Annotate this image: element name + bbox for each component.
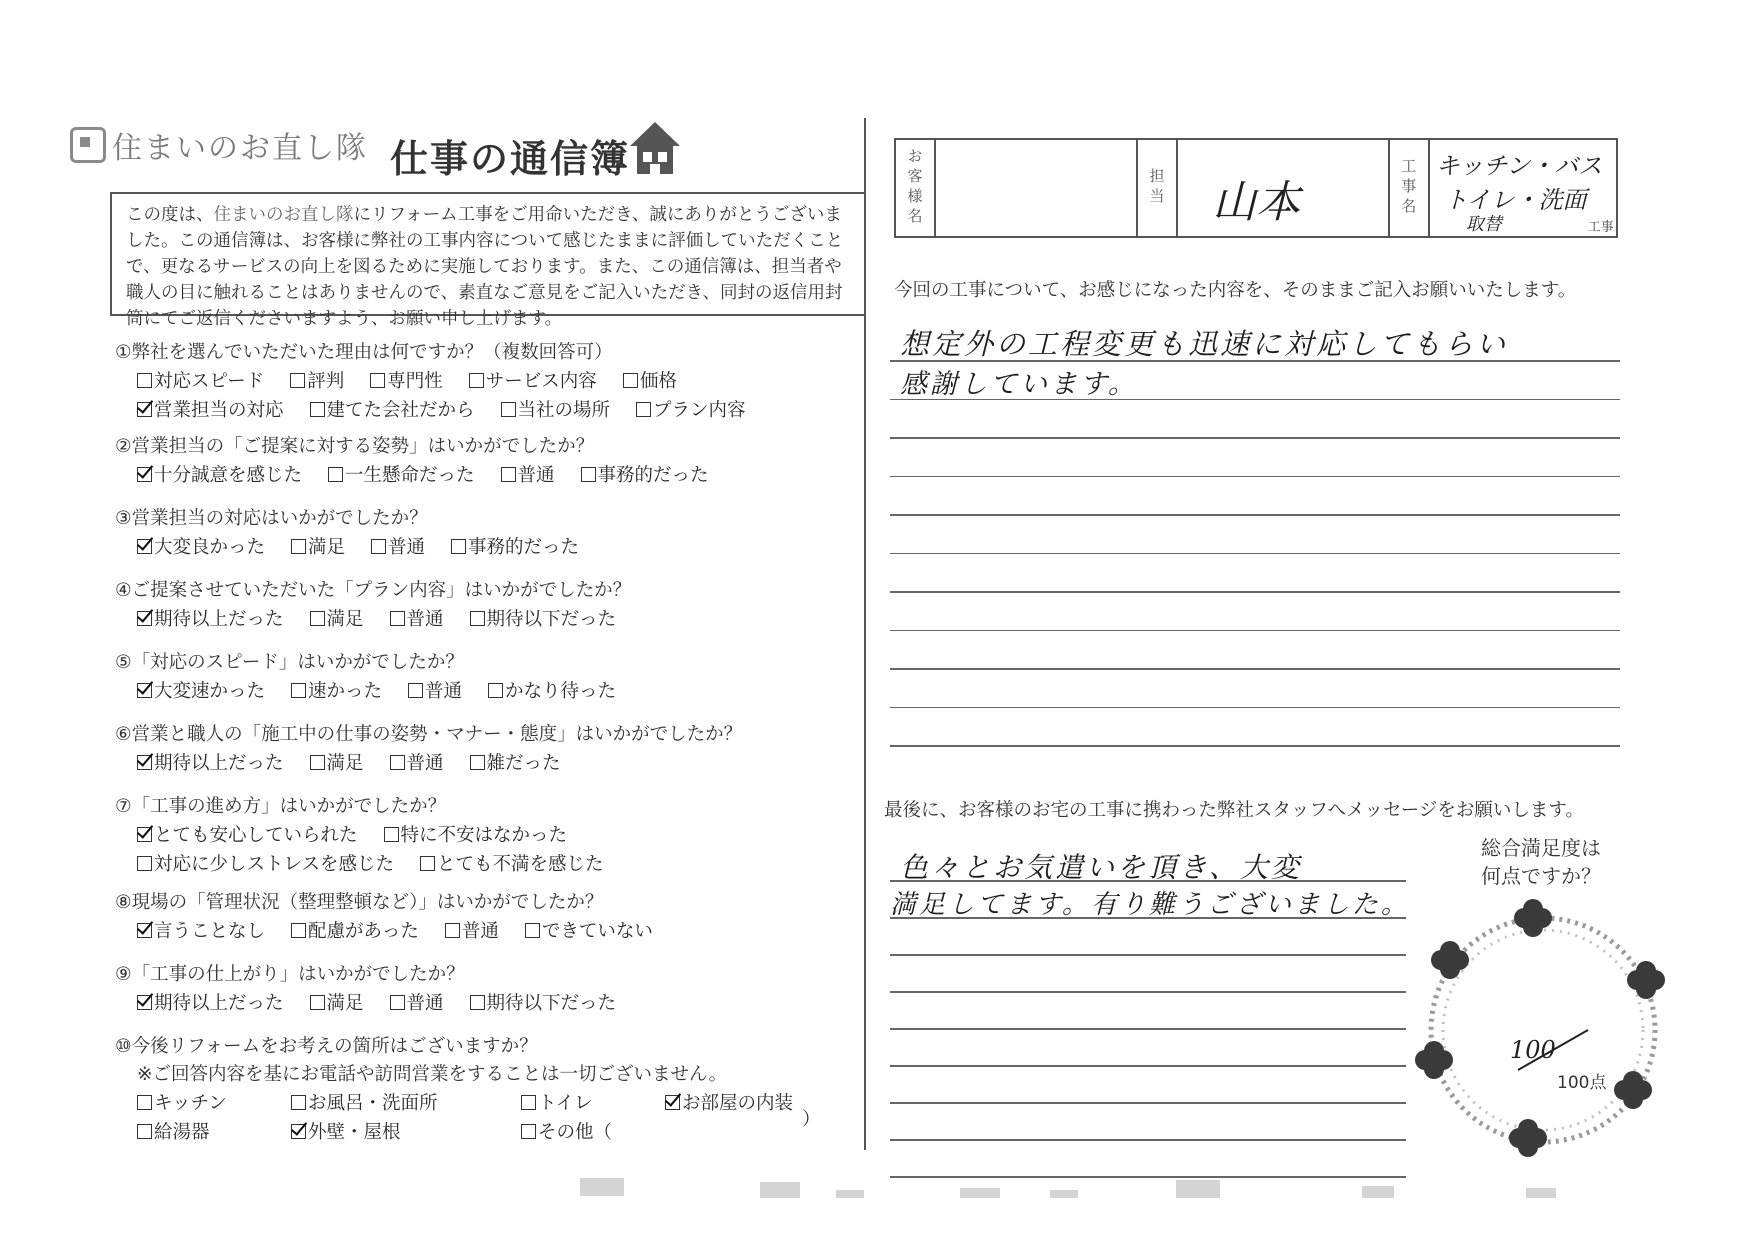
option-item: [521, 1089, 639, 1115]
checkbox-checked[interactable]: [137, 827, 152, 842]
ruled-line: [890, 707, 1620, 709]
question-9: [115, 960, 835, 1015]
option-item: [310, 605, 364, 631]
option-label: 普通: [406, 753, 444, 774]
option-label: 十分誠意を感じた: [154, 465, 303, 486]
option-item: [445, 917, 499, 943]
checkbox[interactable]: [445, 923, 460, 938]
option-label: 大変速かった: [154, 681, 266, 702]
question-title: ①弊社を選んでいただいた理由は何ですか？（複数回答可）: [115, 342, 613, 363]
checkbox-checked[interactable]: [665, 1095, 680, 1110]
option-label: 一生懸命だった: [345, 465, 475, 486]
option-label: 建てた会社だから: [326, 400, 475, 421]
ruled-line: [890, 668, 1620, 670]
option-label: キッチン: [154, 1093, 227, 1114]
option-item: [469, 367, 597, 393]
option-label: トイレ: [538, 1093, 593, 1114]
option-item: [137, 989, 284, 1015]
option-label: できていない: [541, 921, 653, 942]
checkbox[interactable]: [501, 402, 516, 417]
option-item: [137, 533, 265, 559]
option-item: [470, 989, 617, 1015]
question-title: ⑧現場の「管理状況（整理整頓など）」はいかがでしたか？: [115, 892, 604, 913]
checkbox[interactable]: [310, 611, 325, 626]
option-label: お風呂・洗面所: [308, 1093, 438, 1114]
option-label: 期待以上だった: [154, 609, 284, 630]
option-item: [137, 917, 265, 943]
option-label: 営業担当の対応: [154, 400, 284, 421]
option-row: [137, 749, 835, 775]
question-10: [115, 1032, 835, 1144]
checkbox[interactable]: [420, 856, 435, 871]
staff-field[interactable]: [1178, 140, 1390, 236]
option-label: 普通: [461, 921, 499, 942]
option-label: サービス内容: [485, 371, 597, 392]
option-item: [137, 396, 284, 422]
work-value-3: 取替: [1465, 214, 1502, 235]
option-item: [371, 533, 425, 559]
checkbox-checked[interactable]: [137, 995, 152, 1010]
question-6: [115, 720, 835, 775]
option-item: [470, 749, 561, 775]
option-item: [328, 461, 475, 487]
option-label: 満足: [326, 753, 364, 774]
option-item: [291, 1118, 495, 1144]
option-label: 特に不安はなかった: [400, 825, 568, 846]
option-row: [137, 850, 835, 876]
comment1-line-1: 想定外の工程変更も迅速に対応してもらい: [900, 327, 1509, 361]
footer-decoration: [580, 1168, 1660, 1218]
option-label: 普通: [406, 993, 444, 1014]
ruled-line: [890, 954, 1406, 956]
checkbox[interactable]: [291, 539, 306, 554]
option-label: 期待以上だった: [154, 753, 284, 774]
option-label: 対応スピード: [154, 371, 265, 392]
score-max: 100点: [1557, 1073, 1607, 1093]
checkbox[interactable]: [370, 373, 385, 388]
checkbox[interactable]: [310, 755, 325, 770]
checkbox[interactable]: [291, 683, 306, 698]
question-title: ⑦「工事の進め方」はいかがでしたか？: [115, 796, 447, 817]
checkbox[interactable]: [525, 923, 540, 938]
customer-name-field[interactable]: [936, 140, 1138, 236]
option-row: [137, 821, 835, 847]
ruled-line: [890, 476, 1620, 478]
checkbox-checked[interactable]: [137, 683, 152, 698]
staff-label: 担当: [1138, 140, 1178, 236]
checkbox[interactable]: [291, 923, 306, 938]
work-name-field[interactable]: [1430, 140, 1616, 236]
question-note: ※ご回答内容を基にお電話や訪問営業をすることは一切ございません。: [137, 1064, 728, 1085]
comment1-prompt: 今回の工事について、お感じになった内容を、そのままご記入お願いいたします。: [894, 280, 1577, 301]
checkbox[interactable]: [137, 373, 152, 388]
checkbox[interactable]: [470, 611, 485, 626]
checkbox[interactable]: [501, 467, 516, 482]
ruled-line: [890, 1065, 1406, 1067]
checkbox-checked[interactable]: [137, 467, 152, 482]
checkbox[interactable]: [137, 1095, 152, 1110]
brand-logo-text: [70, 123, 368, 167]
question-title: ②営業担当の「ご提案に対する姿勢」はいかがでしたか？: [115, 436, 595, 457]
option-row: [137, 461, 835, 487]
option-row: [137, 677, 835, 703]
intro-text-1: この度は、: [126, 205, 214, 225]
ruled-line: [890, 437, 1620, 439]
checkbox[interactable]: [408, 683, 423, 698]
checkbox[interactable]: [521, 1124, 536, 1139]
checkbox[interactable]: [581, 467, 596, 482]
option-label: 満足: [308, 537, 346, 558]
wreath-decoration: [1398, 880, 1688, 1170]
option-item: [420, 850, 604, 876]
option-row: [137, 396, 835, 422]
option-item: [390, 605, 444, 631]
checkbox[interactable]: [371, 539, 386, 554]
option-item: [521, 1118, 612, 1144]
work-suffix: 工事: [1587, 220, 1614, 235]
checkbox-checked[interactable]: [137, 539, 152, 554]
option-label: 期待以上だった: [154, 993, 284, 1014]
other-close-paren: ）: [802, 1109, 821, 1130]
option-row: [137, 1118, 835, 1144]
checkbox[interactable]: [469, 373, 484, 388]
checkbox[interactable]: [328, 467, 343, 482]
option-row: [137, 533, 835, 559]
option-label: 普通: [406, 609, 444, 630]
option-label: かなり待った: [505, 681, 617, 702]
option-label: 大変良かった: [154, 537, 266, 558]
checkbox[interactable]: [137, 1124, 152, 1139]
checkbox[interactable]: [488, 683, 503, 698]
question-title: ④ご提案させていただいた「プラン内容」はいかがでしたか？: [115, 580, 632, 601]
option-item: [581, 461, 709, 487]
option-label: 外壁・屋根: [308, 1122, 401, 1143]
option-item: [370, 367, 443, 393]
option-label: 価格: [639, 371, 677, 392]
option-label: 給湯器: [154, 1122, 210, 1143]
option-item: [137, 749, 284, 775]
score-value: 100: [1510, 1036, 1556, 1064]
option-item: [501, 461, 555, 487]
option-row: [137, 1089, 835, 1115]
option-item: [137, 1118, 265, 1144]
option-label: とても不満を感じた: [436, 854, 604, 875]
checkbox[interactable]: [390, 995, 405, 1010]
ruled-line: [890, 1102, 1406, 1104]
option-item: [390, 989, 444, 1015]
option-item: [501, 396, 611, 422]
question-1: [115, 338, 835, 422]
question-5: [115, 648, 835, 703]
checkbox[interactable]: [310, 402, 325, 417]
option-label: 配慮があった: [308, 921, 419, 942]
checkbox[interactable]: [291, 1095, 306, 1110]
ruled-line: [890, 1028, 1406, 1030]
checkbox-checked[interactable]: [137, 755, 152, 770]
checkbox[interactable]: [521, 1095, 536, 1110]
option-item: [137, 850, 394, 876]
ruled-line: [890, 514, 1620, 516]
option-item: [665, 1089, 793, 1115]
option-item: [525, 917, 653, 943]
house-icon: [628, 120, 682, 176]
ruled-line: [890, 553, 1620, 555]
comment1-line-2: 感謝しています。: [900, 369, 1138, 400]
score-prompt-line-2: 何点ですか？: [1481, 864, 1601, 888]
option-label: 普通: [388, 537, 426, 558]
question-4: [115, 576, 835, 631]
option-item: [310, 749, 364, 775]
ruled-line: [890, 591, 1620, 593]
option-label: 普通: [425, 681, 463, 702]
option-item: [290, 367, 344, 393]
checkbox[interactable]: [290, 373, 305, 388]
work-value-1: キッチン・バス: [1435, 152, 1603, 180]
checkbox[interactable]: [623, 373, 638, 388]
question-title: ⑨「工事の仕上がり」はいかがでしたか？: [115, 964, 465, 985]
comment2-line-2: 満足してます。有り難うございました。: [890, 890, 1410, 920]
score-prompt-line-1: 総合満足度は: [1481, 836, 1601, 860]
option-label: 評判: [307, 371, 345, 392]
option-item: [384, 821, 568, 847]
option-row: [137, 367, 835, 393]
option-item: [623, 367, 677, 393]
option-item: [291, 1089, 495, 1115]
question-7: [115, 792, 835, 876]
checkbox[interactable]: [470, 755, 485, 770]
checkbox-checked[interactable]: [291, 1124, 306, 1139]
option-row: [137, 917, 835, 943]
question-title: ⑥営業と職人の「施工中の仕事の姿勢・マナー・態度」はいかがでしたか？: [115, 724, 743, 745]
option-item: [636, 396, 746, 422]
option-label: とても安心していられた: [154, 825, 358, 846]
checkbox[interactable]: [636, 402, 651, 417]
checkbox[interactable]: [390, 611, 405, 626]
option-row: [137, 989, 835, 1015]
intro-box: [110, 192, 866, 329]
option-label: 速かった: [308, 681, 383, 702]
work-name-label: 工事名: [1390, 140, 1430, 236]
question-3: [115, 504, 835, 559]
option-label: 期待以下だった: [486, 609, 617, 630]
document-title: 仕事の通信簿: [390, 137, 631, 181]
ruled-line: [890, 745, 1620, 747]
option-item: [408, 677, 462, 703]
customer-name-label: お客様名: [896, 140, 936, 236]
option-item: [291, 533, 345, 559]
option-item: [390, 749, 444, 775]
option-item: [488, 677, 616, 703]
question-title: ⑤「対応のスピード」はいかがでしたか？: [115, 652, 464, 673]
comment2-prompt: 最後に、お客様のお宅の工事に携わった弊社スタッフへメッセージをお願いします。: [884, 800, 1584, 821]
staff-value: 山本: [1211, 177, 1300, 228]
option-label: その他（: [538, 1122, 613, 1143]
checkbox-checked[interactable]: [137, 923, 152, 938]
option-label: 期待以下だった: [486, 993, 617, 1014]
checkbox[interactable]: [310, 995, 325, 1010]
ruled-line: [890, 1139, 1406, 1141]
checkbox-checked[interactable]: [137, 402, 152, 417]
intro-text-2: にリフォーム工事をご用命いただき、誠にありがとうございました。この通信簿は、お客様に弊社の工事内容について感じたままに評価していただくことで、更なるサービスの向上を図るために実施しております。また、この通信簿は、担当者や職人の目に触れることはありませんので、素直なご意見をご記入いただき、同封の返信用封筒にてご返信くださいますよう、お願い申し上げます。: [126, 205, 844, 329]
option-item: [291, 917, 419, 943]
ruled-line: [890, 991, 1406, 993]
brand-mark-icon: [70, 127, 106, 163]
checkbox[interactable]: [390, 755, 405, 770]
option-label: プラン内容: [653, 400, 746, 421]
option-item: [137, 605, 284, 631]
option-label: 当社の場所: [517, 400, 611, 421]
work-value-2: トイレ・洗面: [1443, 186, 1587, 214]
option-label: 雑だった: [486, 753, 561, 774]
checkbox[interactable]: [470, 995, 485, 1010]
option-label: 満足: [326, 993, 364, 1014]
info-table: [894, 138, 1618, 238]
question-title: ⑩今後リフォームをお考えの箇所はございますか？: [115, 1036, 538, 1057]
option-item: [310, 396, 475, 422]
question-8: [115, 888, 835, 943]
option-label: 満足: [326, 609, 364, 630]
option-label: お部屋の内装: [682, 1093, 794, 1114]
checkbox[interactable]: [451, 539, 466, 554]
option-item: [137, 461, 302, 487]
column-divider: [864, 118, 866, 1150]
option-label: 普通: [517, 465, 555, 486]
question-title: ③営業担当の対応はいかがでしたか？: [115, 508, 428, 529]
checkbox-checked[interactable]: [137, 611, 152, 626]
checkbox[interactable]: [137, 856, 152, 871]
intro-brand: 住まいのお直し隊: [213, 205, 354, 225]
checkbox[interactable]: [384, 827, 399, 842]
ruled-line: [890, 630, 1620, 632]
option-item: [137, 821, 358, 847]
option-item: [137, 367, 264, 393]
option-item: [137, 677, 265, 703]
option-label: 専門性: [387, 371, 443, 392]
brand-name: 住まいのお直し隊: [112, 131, 368, 166]
option-label: 対応に少しストレスを感じた: [154, 854, 394, 875]
option-label: 事務的だった: [468, 537, 580, 558]
option-item: [291, 677, 382, 703]
option-label: 言うことなし: [154, 921, 266, 942]
option-label: 事務的だった: [597, 465, 709, 486]
comment2-line-1: 色々とお気遣いを頂き、大変: [900, 851, 1302, 884]
option-item: [310, 989, 364, 1015]
option-item: [470, 605, 617, 631]
option-row: [137, 605, 835, 631]
question-2: [115, 432, 835, 487]
option-item: [451, 533, 579, 559]
option-item: [137, 1089, 265, 1115]
